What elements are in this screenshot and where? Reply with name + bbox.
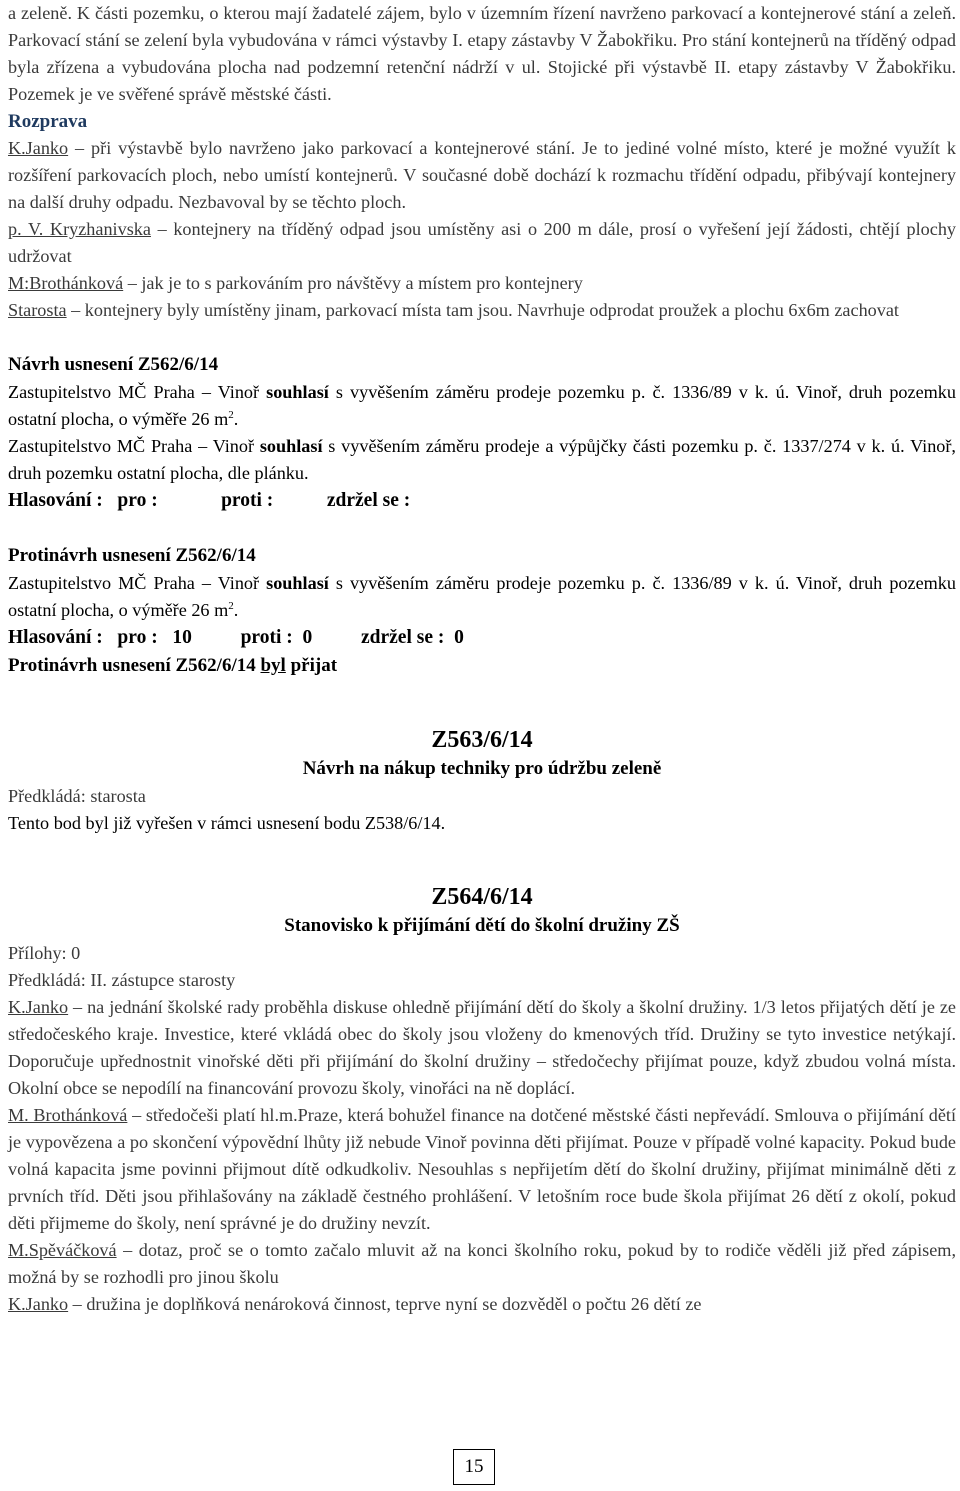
section-heading-rozprava: Rozprava <box>8 111 88 132</box>
discussion-paragraph <box>8 297 956 324</box>
discussion-paragraph <box>8 1291 956 1318</box>
speaker-name: M. Brothánková <box>8 1105 128 1125</box>
spacer <box>8 864 956 882</box>
spacer <box>8 324 956 351</box>
speaker-text: – při výstavbě bylo navrženo jako parkovací a kontejnerové stání. Je to jediné volné místo, které je možné využít k rozšíření parkovacích ploch, nebo umístí kontejnerů. V současné době dochází k rozmachu třídění odpadu, přibývají kontejnery na další druhy odpadu. Nezbavoval by se těchto ploch. <box>8 138 956 212</box>
resolution-text <box>8 433 956 487</box>
speaker-text: – na jednání školské rady proběhla diskuse ohledně přijímání dětí do školy a školní družiny. 1/3 letos přijatých dětí je ze středočeského kraje. Investice, které vkládá obec do školy jsou vloženy do kmenových tříd. Družiny se tyto investice netýkají. Doporučuje upřednostnit vinořské děti při přijímání do školní družiny – středočechy přijímat pouze, když zbudou volná místa. Okolní obce se nepodílí na financování provozu školy, vinořáci na ně doplácí. <box>8 997 956 1098</box>
resolution-text-part: s vyvěšením záměru prodeje pozemku p. č. 1336/89 v k. ú. Vinoř, druh pozemku ostatní plocha, o výměře 26 m <box>8 382 956 429</box>
discussion-paragraph <box>8 216 956 270</box>
resolution-text-part: . <box>233 409 239 429</box>
agenda-item-title: Z563/6/14 <box>431 727 533 753</box>
agenda-item-text: Tento bod byl již vyřešen v rámci usnesení bodu Z538/6/14. <box>8 813 446 833</box>
vote-line: Hlasování : pro : proti : zdržel se : <box>8 490 411 511</box>
intro-paragraph: a zeleně. K části pozemku, o kterou mají žadatelé zájem, bylo v územním řízení navrženo parkovací a kontejnerové stání a zeleň. Parkovací stání se zelení byla vybudována v rámci výstavby I. etapy zástavby V Žabokřiku. Pro stání kontejnerů na tříděný odpad byla zřízena a vybudována plocha nad podzemní retenční nádrží v ul. Stojické při výstavbě II. etapy zástavby V Žabokřiku. Pozemek je ve svěřené správě městské části. <box>8 3 956 104</box>
superscript: 2 <box>228 599 234 612</box>
page-number: 15 <box>453 1449 495 1485</box>
resolution-text-part: s vyvěšením záměru prodeje pozemku p. č. 1336/89 v k. ú. Vinoř, druh pozemku ostatní plocha, o výměře 26 m <box>8 573 956 620</box>
attachments-line: Přílohy: 0 <box>8 943 81 963</box>
document-page <box>8 0 956 1318</box>
speaker-name: K.Janko <box>8 1294 69 1314</box>
resolution-text-part: Zastupitelstvo MČ Praha – Vinoř <box>8 382 267 402</box>
result-text: Protinávrh usnesení Z562/6/14 <box>8 655 261 676</box>
speaker-name: M:Brothánková <box>8 273 124 293</box>
result-text: přijat <box>285 655 338 676</box>
superscript: 2 <box>228 408 234 421</box>
presenter-line: Předkládá: II. zástupce starosty <box>8 970 236 990</box>
resolution-text-part: s vyvěšením záměru prodeje a výpůjčky části pozemku p. č. 1337/274 v k. ú. Vinoř, druh pozemku ostatní plocha, dle plánku. <box>8 436 956 483</box>
result-text: byl <box>260 655 286 676</box>
vote-line: Hlasování : pro : 10 proti : 0 zdržel se : 0 <box>8 627 464 648</box>
resolution-verb: souhlasí <box>259 436 323 456</box>
resolution-text <box>8 379 956 433</box>
speaker-text: – kontejnery byly umístěny jinam, parkovací místa tam jsou. Navrhuje odprodat proužek a plochu 6x6m zachovat <box>66 300 899 320</box>
speaker-text: – dotaz, proč se o tomto začalo mluvit až na konci školního roku, pokud by to rodiče věděli již před zápisem, možná by se rozhodli pro jinou školu <box>8 1240 956 1287</box>
agenda-item-subtitle: Návrh na nákup techniky pro údržbu zeleně <box>302 758 662 779</box>
speaker-name: K.Janko <box>8 997 69 1017</box>
speaker-name: M.Spěváčková <box>8 1240 117 1260</box>
counterproposal-heading: Protinávrh usnesení Z562/6/14 <box>8 545 256 566</box>
speaker-name: Starosta <box>8 300 67 320</box>
speaker-text: – družina je doplňková nenároková činnost, teprve nyní se dozvěděl o počtu 26 dětí ze <box>68 1294 702 1314</box>
spacer <box>8 680 956 707</box>
speaker-name: p. V. Kryzhanivska <box>8 219 151 239</box>
resolution-verb: souhlasí <box>266 573 329 593</box>
speaker-text: – středočeši platí hl.m.Praze, která bohužel finance na dotčené městské části nepřevádí. Smlouva o přijímání dětí je vypovězena a po skončení výpovědní lhůty již nebude Vinoř povinna děti přijímat. Pouze v případě volné kapacity. Pokud bude volná kapacita jsme povinni přijmout dítě odkudkoliv. Nesouhlas s nepřijetím dětí do školní družiny, přijímat minimálně děti z prvních tříd. Děti jsou přihlašovány na základě čestného prohlášení. V letošním roce bude škola přijímat 26 dětí z okolí, pokud děti přijmeme do školy, není správné je do družiny nevzít. <box>8 1105 956 1233</box>
spacer <box>8 707 956 725</box>
spacer <box>8 837 956 864</box>
speaker-text: – kontejnery na tříděný odpad jsou umístěny asi o 200 m dále, prosí o vyřešení její žádosti, chtějí plochy udržovat <box>8 219 957 266</box>
discussion-paragraph <box>8 1102 956 1237</box>
agenda-item-title: Z564/6/14 <box>431 884 533 910</box>
speaker-text: – jak je to s parkováním pro návštěvy a místem pro kontejnery <box>123 273 583 293</box>
resolution-text-part: Zastupitelstvo MČ Praha – Vinoř <box>8 436 260 456</box>
resolution-verb: souhlasí <box>266 382 329 402</box>
resolution-proposal-heading: Návrh usnesení Z562/6/14 <box>8 354 219 375</box>
agenda-item-subtitle: Stanovisko k přijímání dětí do školní družiny ZŠ <box>284 915 680 936</box>
resolution-result <box>8 652 956 680</box>
resolution-text <box>8 570 956 624</box>
resolution-text-part: Zastupitelstvo MČ Praha – Vinoř <box>8 573 267 593</box>
discussion-paragraph <box>8 135 956 216</box>
speaker-name: K.Janko <box>8 138 69 158</box>
resolution-text-part: . <box>233 600 239 620</box>
spacer <box>8 515 956 542</box>
discussion-paragraph <box>8 1237 956 1291</box>
discussion-paragraph <box>8 270 956 297</box>
discussion-paragraph <box>8 994 956 1102</box>
presenter-line: Předkládá: starosta <box>8 786 146 806</box>
